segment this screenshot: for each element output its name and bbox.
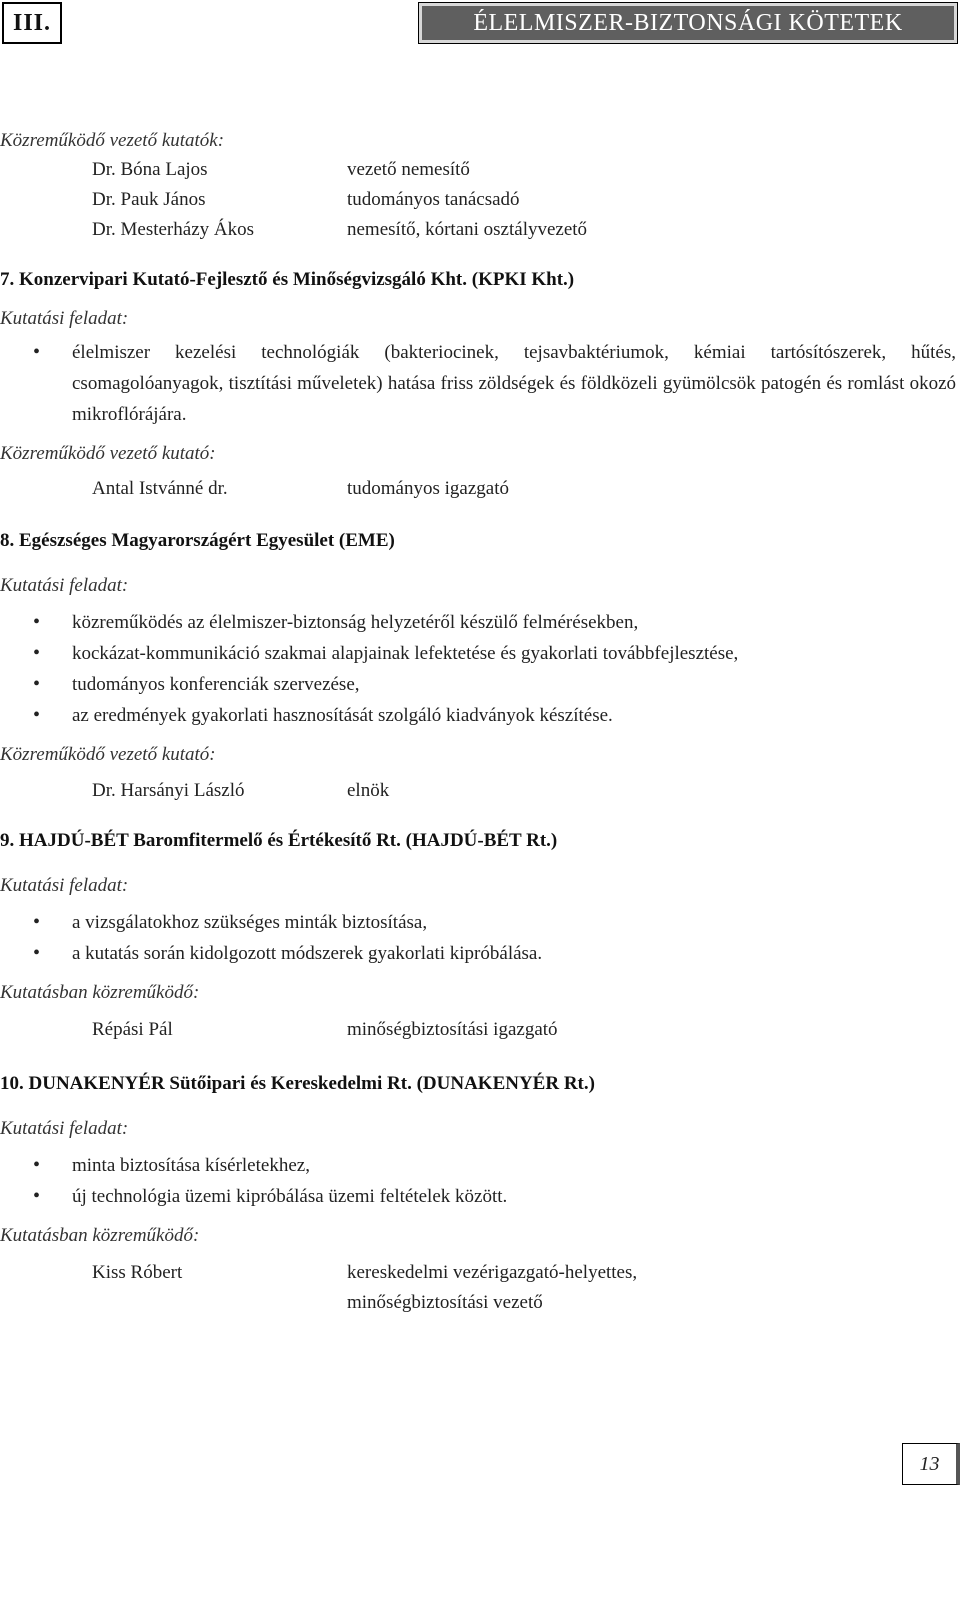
section7-task-list [0,337,960,430]
person-name: Dr. Harsányi László [92,780,245,801]
person-role: elnök [347,780,390,801]
person-role: minőségbiztosítási vezető [347,1292,543,1313]
person-role: kereskedelmi vezérigazgató-helyettes, [347,1262,638,1283]
person-row [0,1258,960,1288]
task-item: • közreműködés az élelmiszer-biztonság helyzetéről készülő felmérésekben, [0,607,960,638]
task-item: • minta biztosítása kísérletekhez, [0,1150,960,1181]
section8-task-label: Kutatási feladat: [0,575,129,596]
section7-person-label: Közreműködő vezető kutató: [0,443,216,464]
person-role: nemesítő, kórtani osztályvezető [347,219,588,240]
task-item: • új technológia üzemi kipróbálása üzemi feltételek között. [0,1181,960,1212]
section9-task-list [0,907,960,969]
task-item: • a vizsgálatokhoz szükséges minták biztosítása, [0,907,960,938]
section9-person-label: Kutatásban közreműködő: [0,982,200,1003]
section8-task-list [0,607,960,731]
person-row [0,474,960,504]
section9-task-label: Kutatási feladat: [0,875,129,896]
page-content [0,127,960,1318]
section10-person-label: Kutatásban közreműködő: [0,1225,200,1246]
section7-task-label: Kutatási feladat: [0,308,129,329]
section10-title: 10. DUNAKENYÉR Sütőipari és Kereskedelmi Rt. (DUNAKENYÉR Rt.) [0,1073,595,1094]
person-row [0,155,960,185]
section8-person-label: Közreműködő vezető kutató: [0,744,216,765]
person-role: tudományos tanácsadó [347,189,520,210]
page-number: 13 [902,1443,960,1485]
person-name: Dr. Pauk János [92,189,206,210]
task-item: • a kutatás során kidolgozott módszerek gyakorlati kipróbálása. [0,938,960,969]
block6-label: Közreműködő vezető kutatók: [0,130,225,151]
person-row [0,215,960,245]
task-item: • kockázat-kommunikáció szakmai alapjainak lefektetése és gyakorlati továbbfejlesztése, [0,638,960,669]
person-name: Dr. Bóna Lajos [92,159,208,180]
person-role: tudományos igazgató [347,478,509,499]
series-title-banner: ÉLELMISZER-BIZTONSÁGI KÖTETEK [418,2,958,44]
person-name: Antal Istvánné dr. [92,478,228,499]
person-name: Répási Pál [92,1019,173,1040]
section10-task-label: Kutatási feladat: [0,1118,129,1139]
person-row [0,1015,960,1045]
person-name: Kiss Róbert [92,1262,183,1283]
task-item: • az eredmények gyakorlati hasznosítását szolgáló kiadványok készítése. [0,700,960,731]
task-item: • élelmiszer kezelési technológiák (bakteriocinek, tejsavbaktériumok, kémiai tartósítószerek, hűtés, csomagolóanyagok, tisztítási műveletek) hatása friss zöldségek és földközeli gyümölcsök patogén és romlást okozó mikroflórájára. [0,337,960,430]
section10-task-list [0,1150,960,1212]
task-item: • tudományos konferenciák szervezése, [0,669,960,700]
person-row [0,185,960,215]
person-role: vezető nemesítő [347,159,470,180]
section8-title: 8. Egészséges Magyarországért Egyesület (EME) [0,530,395,551]
section-number-box: III. [2,2,62,44]
person-row [0,776,960,806]
person-row-continued [0,1288,960,1318]
section7-title: 7. Konzervipari Kutató-Fejlesztő és Minőségvizsgáló Kht. (KPKI Kht.) [0,269,575,290]
section9-title: 9. HAJDÚ-BÉT Baromfitermelő és Értékesítő Rt. (HAJDÚ-BÉT Rt.) [0,830,558,851]
person-name: Dr. Mesterházy Ákos [92,219,254,240]
person-role: minőségbiztosítási igazgató [347,1019,558,1040]
